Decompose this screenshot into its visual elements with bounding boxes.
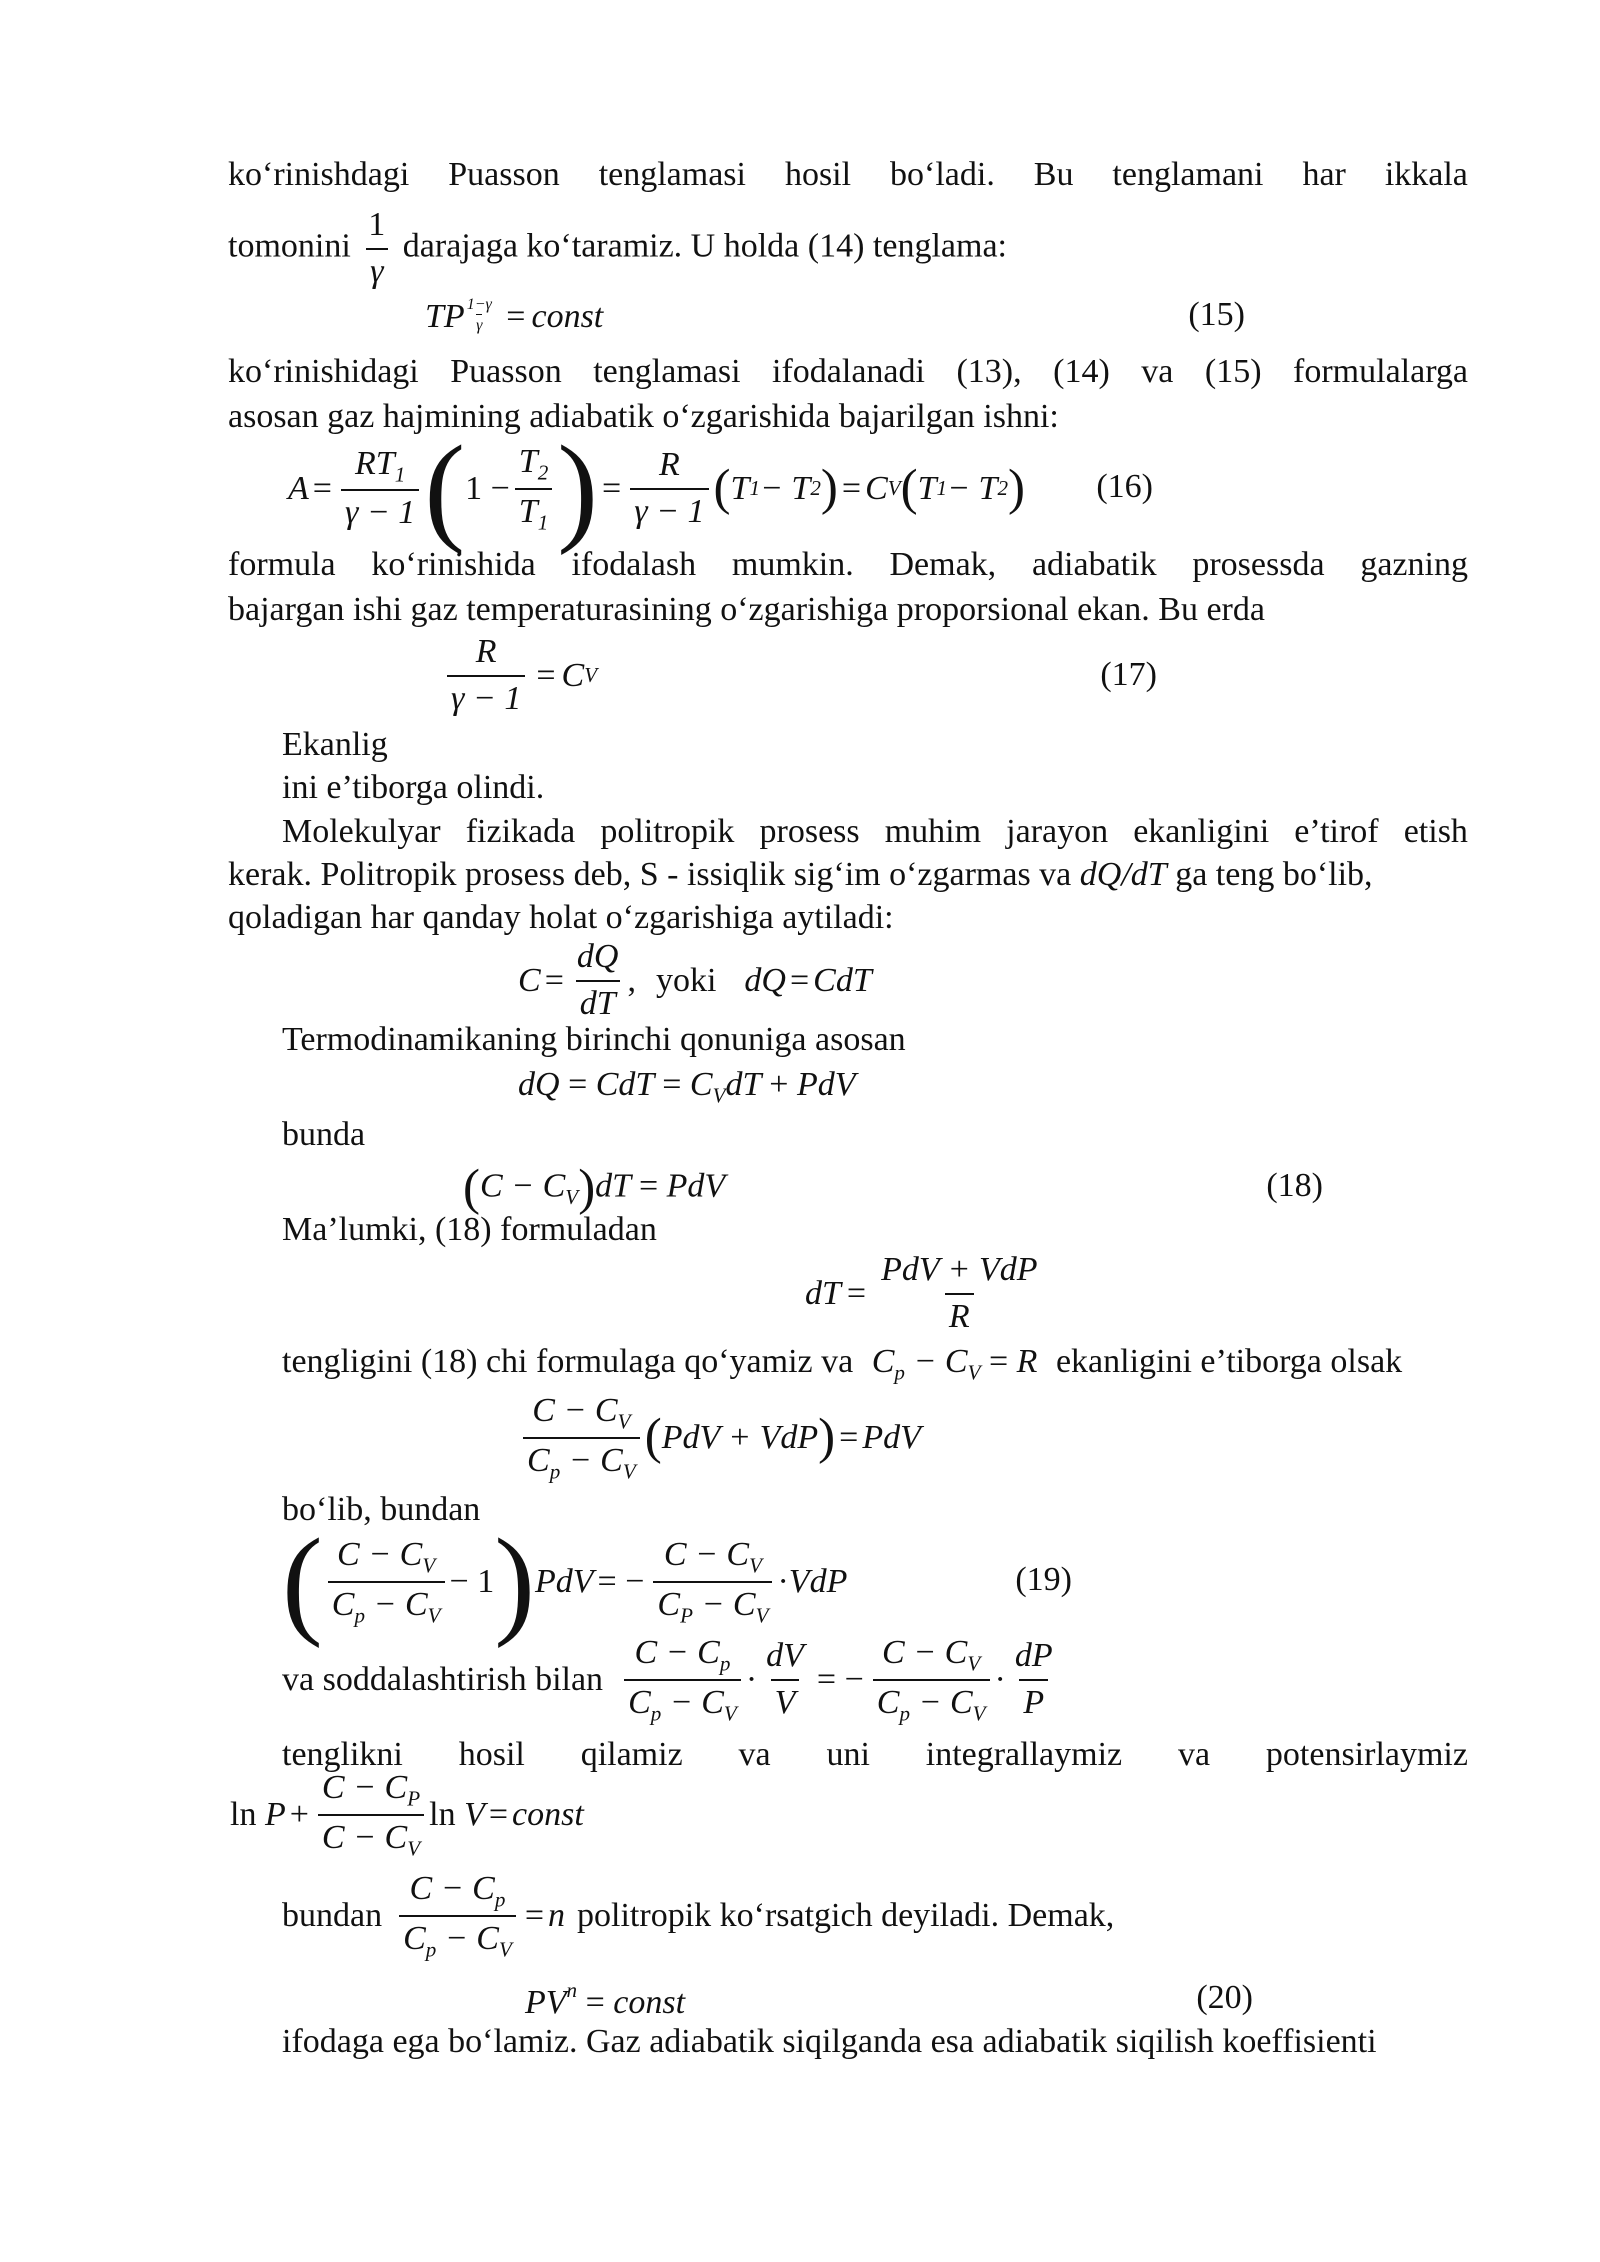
- equation-substitution: $\frac{C - C_V}{C_p - C_V}$ ( PdV + VdP ) = PdV: [518, 1392, 921, 1484]
- paragraph-line-14: qoladigan har qanday holat o‘zgarishiga aytiladi:: [228, 899, 894, 936]
- equation-number-17: (17): [1100, 656, 1157, 693]
- word: gazning: [1360, 546, 1468, 583]
- equation-18: $(C - C_V)dT$ = PdV (18): [463, 1160, 1323, 1216]
- paragraph-line-11: ini e’tiborga olindi.: [282, 769, 545, 806]
- paragraph-line-16: Termodinamikaning birinchi qonuniga asosan: [282, 1021, 906, 1058]
- line-2-text-b: darajaga ko‘taramiz. U holda (14) tenglama:: [402, 227, 1007, 265]
- line-22-text-b: ekanligini e’tiborga olsak: [1055, 1343, 1403, 1380]
- word: ko‘rinishida: [371, 546, 536, 583]
- word: hosil: [458, 1736, 525, 1773]
- line-22-text-a: tengligini (18) chi formulaga qo‘yamiz va: [282, 1343, 854, 1380]
- word: mumkin.: [731, 546, 854, 583]
- word: ifodalash: [571, 546, 697, 583]
- equation-20: $PV^n$ = const (20): [525, 1978, 1253, 2021]
- paragraph-line-26: [282, 1635, 1062, 1725]
- word: ifodalanadi: [772, 353, 925, 390]
- word: (14): [1053, 353, 1110, 390]
- word: tenglamasi: [598, 156, 746, 193]
- word: qilamiz: [580, 1736, 683, 1773]
- word: adiabatik: [1031, 546, 1157, 583]
- paragraph-line-22: [282, 1342, 1402, 1386]
- word: va: [1141, 353, 1174, 390]
- line-2-text-a: tomonini: [228, 227, 351, 265]
- line-13-text-c: ga teng bo‘lib,: [1175, 856, 1373, 893]
- equation-logarithm: ln P + $\frac{C - C_P}{C - C_V}$ ln V = const: [230, 1769, 584, 1861]
- paragraph-line-1: [228, 155, 1468, 196]
- line-13-math: dQ/dT: [1079, 856, 1167, 893]
- paragraph-line-7: [228, 545, 1468, 586]
- word: bo‘ladi.: [890, 156, 995, 193]
- word: har: [1302, 156, 1346, 193]
- equation-number-20: (20): [1196, 1979, 1253, 2016]
- word: Puasson: [448, 156, 560, 193]
- word: tenglamani: [1112, 156, 1264, 193]
- word: prosess: [759, 813, 860, 850]
- word: muhim: [884, 813, 982, 850]
- word: ko‘rinishidagi: [228, 353, 419, 390]
- inline-fraction-one-over-gamma: $\frac{1}{\gamma}$: [364, 205, 389, 293]
- paragraph-line-4: [228, 352, 1468, 393]
- word: Bu: [1033, 156, 1074, 193]
- equation-dT: dT = $\frac{\text{PdV + VdP}}{R}$: [805, 1252, 1047, 1336]
- equation-number-18: (18): [1266, 1167, 1323, 1204]
- line-22-math: $C_p - C_V = R$: [871, 1343, 1038, 1385]
- word: politropik: [600, 813, 735, 850]
- word: Demak,: [889, 546, 997, 583]
- equation-19: ( $\frac{C - C_V}{C_p - C_V}$ − 1 ) PdV = − $\frac{C - C_V}{C_P - C_V}$ · VdP (19): [282, 1513, 1072, 1649]
- word: tenglamasi: [593, 353, 741, 390]
- paragraph-line-2: [228, 205, 1007, 293]
- line-26-text: va soddalashtirish bilan: [282, 1660, 604, 1698]
- paragraph-line-5: asosan gaz hajmining adiabatik o‘zgarishida bajarilgan ishni:: [228, 398, 1059, 435]
- equation-17: $\frac{R}{\gamma - 1}$ = C V (17): [442, 635, 1157, 717]
- equation-16: A = $\frac{RT_1}{\gamma - 1}$ ( 1 − $\frac{T_2}{T_1}$ ) = $\frac{R}{\gamma - 1}$ ( T 1 − T 2 ) = C V ( T 1 − T 2 ) (16): [288, 420, 1153, 556]
- paragraph-line-8: bajargan ishi gaz temperaturasining o‘zgarishiga proporsional ekan. Bu erda: [228, 591, 1265, 628]
- word: potensirlaymiz: [1265, 1736, 1468, 1773]
- word: e’tirof: [1294, 813, 1379, 850]
- equation-heat-capacity: C = $\frac{dQ}{dT}$ , yoki dQ = CdT: [518, 940, 872, 1022]
- word: etish: [1403, 813, 1468, 850]
- word: fizikada: [465, 813, 576, 850]
- yoki-word: yoki: [655, 961, 717, 999]
- word: integrallaymiz: [925, 1736, 1123, 1773]
- line-29-text-a: bundan: [282, 1896, 383, 1934]
- equation-first-law: dQ = CdT = $C_VdT$ + PdV: [518, 1066, 856, 1108]
- word: Molekulyar: [282, 813, 441, 850]
- word: Puasson: [450, 353, 562, 390]
- paragraph-line-13: [228, 855, 1373, 896]
- equation-number-19: (19): [1015, 1561, 1072, 1598]
- word: formulalarga: [1293, 353, 1468, 390]
- word: va: [738, 1736, 771, 1773]
- word: ikkala: [1384, 156, 1468, 193]
- word: ko‘rinishdagi: [228, 156, 410, 193]
- word: va: [1177, 1736, 1211, 1773]
- word: formula: [228, 546, 336, 583]
- word: prosessda: [1192, 546, 1325, 583]
- equation-number-16: (16): [1096, 468, 1153, 505]
- line-29-text-b: politropik ko‘rsatgich deyiladi. Demak,: [577, 1896, 1115, 1934]
- paragraph-line-20: Ma’lumki, (18) formuladan: [282, 1211, 657, 1248]
- equation-simplified: $\frac{C - C_p}{C_p - C_V}$ · $\frac{dV}{V}$ = − $\frac{C - C_V}{C_p - C_V}$ · $\frac{dP}{P}$: [619, 1633, 1062, 1726]
- line-13-text-a: kerak. Politropik prosess deb, S - issiqlik sig‘im o‘zgarmas va: [228, 856, 1072, 893]
- word: tenglikni: [282, 1736, 403, 1773]
- word: uni: [826, 1736, 870, 1773]
- paragraph-line-31: ifodaga ega bo‘lamiz. Gaz adiabatik siqilganda esa adiabatik siqilish koeffisienti: [282, 2023, 1377, 2060]
- word: (13),: [956, 353, 1022, 390]
- word: (15): [1204, 353, 1262, 390]
- equation-number-15: (15): [1188, 296, 1245, 333]
- word: ekanligini: [1133, 813, 1270, 850]
- word: jarayon: [1006, 813, 1109, 850]
- paragraph-line-24: bo‘lib, bundan: [282, 1491, 481, 1528]
- paragraph-line-18: bunda: [282, 1116, 366, 1153]
- paragraph-line-12: [282, 812, 1468, 853]
- equation-polytropic-index: $\frac{C - C_p}{C_p - C_V}$ = n: [394, 1869, 565, 1962]
- equation-15: TP $\frac{1-\gamma}{\gamma}$ = const (15): [425, 296, 1245, 335]
- word: hosil: [784, 156, 852, 193]
- paragraph-line-10: Ekanlig: [282, 726, 388, 763]
- paragraph-line-29: [282, 1870, 1114, 1962]
